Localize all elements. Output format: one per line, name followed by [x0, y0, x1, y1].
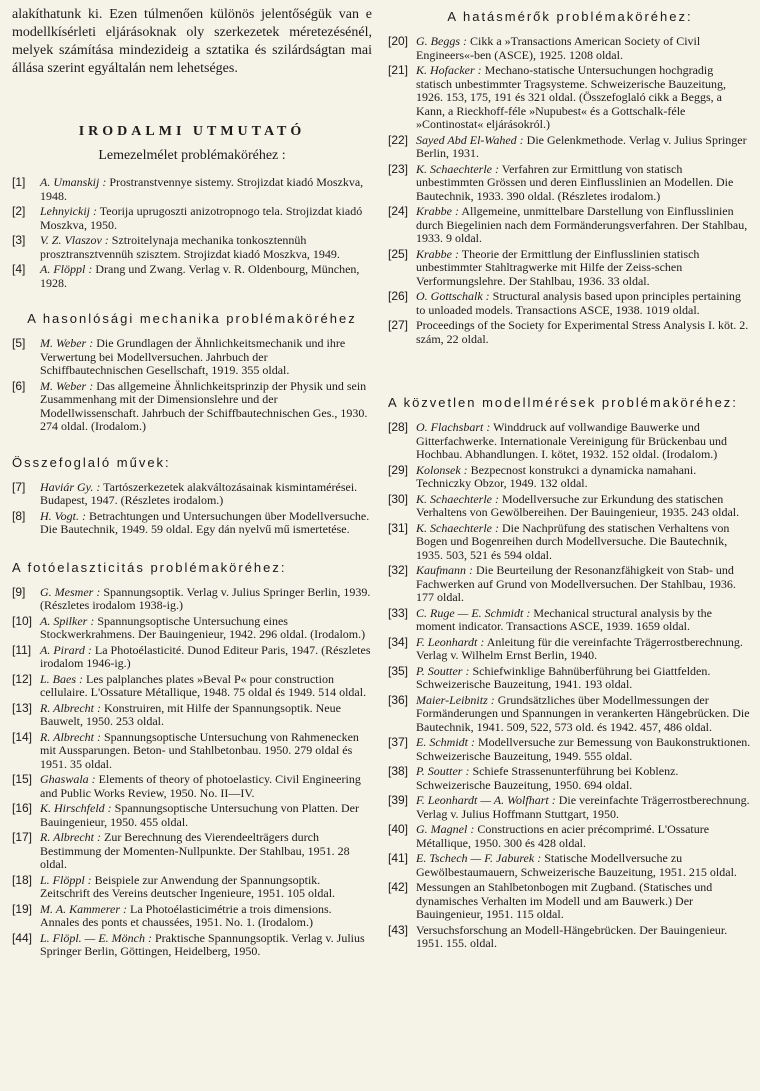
reference-author: A. Umanskij : — [40, 175, 107, 189]
reference-title: Elements of theory of photoelasticy. Civil Engineering and Public Works Review, 1950. No. II—IV. — [40, 772, 361, 800]
left-column — [12, 6, 372, 961]
reference-number: [9] — [12, 584, 26, 599]
reference-number: [6] — [12, 378, 26, 393]
reference-entry — [388, 163, 752, 204]
reference-entry — [12, 337, 372, 378]
reference-number: [24] — [388, 204, 409, 218]
ref-list-summary-works — [12, 481, 372, 537]
reference-entry — [12, 932, 372, 959]
reference-title: La Photoélasticimétrie a trois dimensions. Annales des ponts et chaussées, 1951. No. 1. (Irodalom.) — [40, 901, 332, 929]
reference-number: [11] — [12, 642, 32, 657]
reference-entry — [388, 823, 752, 850]
reference-entry — [388, 464, 752, 491]
section-heading-photoelasticity: A fotóelaszticitás problémaköréhez: — [12, 559, 287, 575]
reference-title: Praktische Spannungsoptik. Verlag v. Julius Springer Berlin, Göttingen, Heidelberg, 1950. — [40, 930, 365, 958]
reference-entry — [12, 831, 372, 872]
reference-entry — [388, 319, 752, 346]
reference-entry — [388, 607, 752, 634]
reference-entry — [12, 644, 372, 671]
reference-author: G. Beggs : — [416, 34, 467, 48]
reference-entry — [12, 586, 372, 613]
reference-author: L. Baes : — [40, 671, 83, 686]
reference-title: Spannungsoptische Untersuchung von Platten. Der Bauingenieur, 1950. 455 oldal. — [40, 801, 359, 829]
reference-author: G. Mesmer : — [40, 584, 101, 599]
reference-author: Kolonsek : — [416, 462, 468, 477]
reference-entry — [12, 263, 372, 290]
reference-author: Ghaswala : — [40, 772, 96, 786]
reference-author: Lehnyickij : — [40, 204, 97, 218]
reference-number: [1] — [12, 175, 26, 189]
reference-number: [19] — [12, 901, 33, 916]
reference-title: La Photoélasticité. Dunod Editeur Paris, 1947. (Részletes irodalom 1946-ig.) — [40, 642, 371, 670]
reference-title: Versuchsforschung an Modell-Hängebrücken. Der Bauingenieur. 1951. 155. oldal. — [416, 922, 728, 950]
reference-author: V. Z. Vlaszov : — [40, 233, 109, 247]
reference-title: Winddruck auf vollwandige Bauwerke und Gitterfachwerke. Internationale Vereinigung für Brückenbau und Hochbau. Abhandlungen. I. kötet, 1932. 152 oldal. (Irodalom.) — [416, 420, 727, 461]
reference-entry — [388, 493, 752, 520]
reference-number: [22] — [388, 132, 409, 147]
reference-title: Konstruiren, mit Hilfe der Spannungsoptik. Neue Bauwelt, 1950. 253 oldal. — [40, 700, 341, 728]
section-heading-influence-meters: A hatásmérők problémaköréhez: — [447, 9, 693, 24]
reference-entry — [388, 736, 752, 763]
reference-entry — [388, 134, 752, 161]
reference-number: [10] — [12, 613, 33, 628]
reference-number: [12] — [12, 671, 33, 686]
reference-title: Die Beurteilung der Resonanzfähigkeit von Stab- und Fachwerken auf Grund von Modellversuchen. Der Stahlbau, 1936. 177 oldal. — [416, 563, 736, 604]
reference-number: [2] — [12, 204, 26, 218]
reference-author: Krabbe : — [416, 246, 459, 261]
reference-number: [13] — [12, 700, 33, 715]
reference-entry — [388, 694, 752, 735]
reference-title: Beispiele zur Anwendung der Spannungsoptik. Zeitschrift des Vereins deutscher Ingenieure, 1951. 105 oldal. — [40, 872, 336, 900]
intro-text: alakíthatunk ki. Ezen túlmenően különös jelentőségük van e modellkísérleti eljárásoknak oly szerkezetek méretezésénél, melyek számítása mindezideig a sztatika és szilárdságtan mai állása szerint egyáltalán nem lehetséges. — [12, 7, 372, 76]
reference-author: L. Flöppl : — [40, 872, 92, 887]
reference-title: Die Grundlagen der Ähnlichkeitsmechanik und ihre Verwertung bei Modellversuchen. Jahrbuch der Schiffbautechnischen Gesellschaft, 1919. 355 oldal. — [40, 336, 346, 377]
reference-title: Tartószerkezetek alakváltozásainak kismintamérései. Budapest, 1947. (Részletes irodalom.) — [40, 479, 358, 507]
reference-number: [27] — [388, 318, 409, 332]
reference-title: Modellversuche zur Bemessung von Baukonstruktionen. Schweizerische Bauzeitung, 1949. 555 oldal. — [416, 735, 751, 763]
reference-author: G. Magnel : — [416, 822, 475, 836]
reference-title: Die Gelenkmethode. Verlag v. Julius Springer Berlin, 1931. — [416, 132, 747, 160]
section-heading-similarity: A hasonlósági mechanika problémaköréhez — [27, 311, 357, 326]
reference-title: Grundsätzliches über Modellmessungen der Formänderungen und Spannungen in verankerten Hängebrücken. Die Bautechnik, 1941. 509, 522, 573 old. és 1942. 457, 486 oldal. — [416, 692, 750, 734]
reference-entry — [12, 702, 372, 729]
reference-entry — [388, 924, 752, 951]
reference-number: [5] — [12, 336, 26, 350]
reference-number: [23] — [388, 161, 409, 176]
reference-title: Modellversuche zur Erkundung des statischen Verhaltens von Gewölbereihen. Der Bauingenieur, 1935. 243 oldal. — [416, 491, 740, 519]
ref-list-influence-meters — [388, 35, 752, 346]
reference-author: A. Flöppl : — [40, 262, 93, 276]
reference-author: E. Schmidt : — [416, 735, 475, 749]
reference-author: A. Spilker : — [40, 613, 95, 628]
reference-entry — [388, 248, 752, 289]
reference-author: C. Ruge — E. Schmidt : — [416, 605, 531, 620]
reference-entry — [388, 636, 752, 663]
reference-title: Die vereinfachte Trägerrostberechnung. Verlag v. Julius Hoffmann Stuttgart, 1950. — [416, 793, 750, 821]
reference-entry — [388, 205, 752, 246]
reference-title: Teorija uprugoszti anizotropnogo tela. Strojizdat kiadó Moszkva, 1950. — [40, 204, 363, 232]
reference-number: [42] — [388, 880, 409, 894]
reference-number: [26] — [388, 289, 409, 303]
reference-entry — [12, 673, 372, 700]
reference-number: [40] — [388, 822, 409, 836]
reference-title: Mechanical structural analysis by the moment indicator. Transactions ASCE, 1939. 1659 oldal. — [416, 605, 712, 633]
reference-author: E. Tschech — F. Jaburek : — [416, 851, 542, 865]
reference-entry — [12, 773, 372, 800]
reference-number: [31] — [388, 520, 409, 535]
reference-title: Constructions en acier précomprimé. L'Ossature Métallique, 1950. 300 és 428 oldal. — [416, 822, 710, 850]
reference-entry — [12, 481, 372, 508]
reference-title: Spannungsoptik. Verlag v. Julius Springer Berlin, 1939. (Részletes irodalom 1938-ig.) — [40, 584, 371, 612]
reference-number: [33] — [388, 605, 409, 620]
reference-entry — [388, 665, 752, 692]
reference-title: Proceedings of the Society for Experimental Stress Analysis I. köt. 2. szám, 22 oldal. — [416, 318, 749, 346]
reference-entry — [12, 615, 372, 642]
reference-author: F. Leonhardt — A. Wolfhart : — [416, 793, 556, 807]
reference-number: [43] — [388, 922, 409, 937]
reference-entry — [388, 290, 752, 317]
reference-entry — [12, 510, 372, 537]
reference-title: Allgemeine, unmittelbare Darstellung von Einflusslinien durch Biegelinien nach dem Formänderungsverfahren. Der Stahlbau, 1933. 9 oldal. — [416, 204, 748, 245]
reference-title: Statische Modellversuche zu Gewölbestaumauern, Schweizerische Bauzeitung, 1951. 215 oldal. — [416, 851, 737, 879]
reference-entry — [388, 522, 752, 563]
reference-title: Die Nachprüfung des statischen Verhaltens von Bogen und Bogenreihen durch Modellversuche. Die Bautechnik, 1935. 503, 521 és 594 oldal. — [416, 520, 730, 562]
reference-title: Sztroitelynaja mechanika tonkosztennüh prosztransztvennüh szisztem. Strojizdat kiadó Moszkva, 1949. — [40, 233, 340, 261]
reference-author: R. Albrecht : — [40, 700, 101, 715]
reference-number: [41] — [388, 851, 409, 865]
reference-author: F. Leonhardt : — [416, 634, 485, 649]
reference-author: M. Weber : — [40, 336, 94, 350]
reference-number: [34] — [388, 634, 409, 649]
reference-entry — [12, 380, 372, 434]
reference-author: O. Gottschalk : — [416, 289, 490, 303]
reference-author: K. Hirschfeld : — [40, 801, 112, 815]
ref-list-plate-theory — [12, 176, 372, 290]
reference-entry — [388, 64, 752, 132]
reference-number: [29] — [388, 462, 409, 477]
reference-entry — [388, 765, 752, 792]
ref-list-direct-model-measurements — [388, 421, 752, 951]
reference-author: Maier-Leibnitz : — [416, 692, 495, 707]
reference-number: [30] — [388, 491, 409, 506]
reference-entry — [388, 794, 752, 821]
reference-title: Messungen an Stahlbetonbogen mit Zugband. (Statisches und dynamisches Verhalten im Modell und am Bauwerk.) Der Bauingenieur, 1951. 115 oldal. — [416, 880, 713, 921]
reference-title: Drang und Zwang. Verlag v. R. Oldenbourg, München, 1928. — [40, 262, 360, 290]
reference-number: [16] — [12, 801, 33, 815]
reference-entry — [12, 234, 372, 261]
section-heading-direct-model-measurements: A közvetlen modellmérések problémaköréhez: — [388, 395, 738, 410]
reference-number: [14] — [12, 729, 33, 744]
reference-entry — [12, 176, 372, 203]
reference-author: P. Soutter : — [416, 663, 470, 678]
reference-author: M. A. Kammerer : — [40, 901, 127, 916]
reference-entry — [388, 421, 752, 462]
section-heading-plate-theory: Lemezelmélet problémaköréhez : — [98, 148, 286, 163]
reference-author: H. Vogt. : — [40, 508, 86, 523]
reference-author: R. Albrecht : — [40, 830, 101, 844]
reference-entry — [12, 874, 372, 901]
reference-number: [7] — [12, 479, 26, 494]
reference-title: Bezpecnost konstrukci a dynamicka namahani. Techniczky Obzor, 1949. 132 oldal. — [416, 462, 697, 490]
reference-number: [25] — [388, 246, 409, 261]
reference-title: Les palplanches plates »Beval P« pour construction cellulaire. L'Ossature Métallique, 1948. 75 oldal és 1949. 514 oldal. — [40, 671, 367, 699]
reference-entry — [12, 731, 372, 772]
reference-entry — [388, 35, 752, 62]
reference-title: Schiefwinklige Bahnüberführung bei Giattfelden. Schweizerische Bauzeitung, 1941. 193 oldal. — [416, 663, 711, 691]
reference-title: Spannungsoptische Untersuchung von Rahmenecken mit Aussparungen. Beton- und Stahlbetonbau. 1950. 279 oldal és 1951. 35 oldal. — [40, 729, 359, 771]
reference-entry — [12, 903, 372, 930]
reference-number: [18] — [12, 872, 33, 887]
reference-number: [4] — [12, 262, 26, 276]
reference-number: [21] — [388, 63, 409, 77]
reference-author: K. Hofacker : — [416, 63, 482, 77]
reference-entry — [388, 881, 752, 922]
reference-number: [28] — [388, 420, 409, 434]
reference-author: Krabbe : — [416, 204, 459, 218]
reference-author: A. Pirard : — [40, 642, 92, 657]
reference-title: Mechano-statische Untersuchungen hochgradig statisch unbestimmter Tragsysteme. Schweizerische Bauzeitung, 1926. 153, 175, 191 és 321 oldal. (Összefoglaló cikk a Beggs, a Kann, a Rieckhoff-féle »Nupubest« és a Gottschalk-féle »Continostat« eljárásokról.) — [416, 63, 726, 131]
reference-number: [8] — [12, 508, 26, 523]
reference-number: [32] — [388, 563, 409, 577]
reference-number: [20] — [388, 34, 409, 48]
reference-title: Verfahren zur Ermittlung von statisch unbestimmten Grössen und deren Einflusslinien an Modellen. Die Bautechnik, 1933. 390 oldal. (Részletes irodalom.) — [416, 161, 734, 203]
reference-number: [3] — [12, 233, 26, 247]
reference-title: Cikk a »Transactions American Society of Civil Engineers«-ben (ASCE), 1925. 1208 oldal. — [416, 34, 701, 62]
right-column — [388, 6, 752, 953]
bibliography-title: IRODALMI UTMUTATÓ — [78, 124, 306, 139]
reference-title: Theorie der Ermittlung der Einflusslinien statisch unbestimmter Stahltragwerke mit Hilfe der Zeiss-schen Verformungslehre. Der Stahlbau, 1936. 33 oldal. — [416, 246, 700, 288]
reference-author: K. Schaechterle : — [416, 520, 499, 535]
reference-entry — [12, 205, 372, 232]
reference-author: Sayed Abd El-Wahed : — [416, 132, 524, 147]
reference-title: Anleitung für die vereinfachte Trägerrostberechnung. Verlag v. Wilhelm Ernst Berlin, 1940. — [416, 634, 743, 662]
reference-author: P. Soutter : — [416, 764, 470, 778]
reference-title: Structural analysis based upon principles pertaining to unloaded models. Transactions ASCE, 1938. 1019 oldal. — [416, 289, 741, 317]
reference-author: Kaufmann : — [416, 563, 473, 577]
reference-title: Prostranstvennye sistemy. Strojizdat kiadó Moszkva, 1948. — [40, 175, 364, 203]
reference-author: M. Weber : — [40, 378, 94, 393]
reference-author: R. Albrecht : — [40, 729, 101, 744]
reference-author: K. Schaechterle : — [416, 491, 499, 506]
reference-title: Das allgemeine Ähnlichkeitsprinzip der Physik und sein Zusammenhang mit der Dimensionslehre und der Modellwissenschaft. Jahrbuch der Schiffbautechnischen Ges., 1930. 274 oldal. (Irodalom.) — [40, 378, 368, 433]
reference-number: [35] — [388, 663, 409, 678]
reference-title: Betrachtungen und Untersuchungen über Modellversuche. Die Bautechnik, 1949. 59 oldal. Egy dán nyelvű mű ismertetése. — [40, 508, 370, 536]
reference-author: L. Flöpl. — E. Mönch : — [40, 930, 152, 945]
reference-author: O. Flachsbart : — [416, 420, 491, 434]
reference-title: Zur Berechnung des Vierendeelträgers durch Bestimmung der Momenten-Nullpunkte. Der Stahlbau, 1951. 28 oldal. — [40, 830, 350, 871]
reference-entry — [12, 802, 372, 829]
reference-number: [15] — [12, 772, 33, 786]
reference-author: Haviár Gy. : — [40, 479, 101, 494]
reference-title: Schiefe Strassenunterführung bei Koblenz. Schweizerische Bauzeitung, 1950. 694 oldal. — [416, 764, 679, 792]
reference-number: [44] — [12, 930, 33, 945]
ref-list-similarity — [12, 337, 372, 434]
section-heading-summary-works: Összefoglaló művek: — [12, 454, 171, 470]
reference-number: [37] — [388, 735, 409, 749]
reference-entry — [388, 852, 752, 879]
ref-list-photoelasticity — [12, 586, 372, 959]
reference-number: [36] — [388, 692, 409, 707]
reference-number: [39] — [388, 793, 409, 807]
reference-entry — [388, 564, 752, 605]
reference-number: [38] — [388, 764, 409, 778]
intro-paragraph — [12, 6, 372, 78]
reference-title: Spannungsoptische Untersuchung eines Stockwerkrahmens. Der Bauingenieur, 1942. 296 oldal. (Irodalom.) — [40, 613, 366, 641]
reference-author: K. Schaechterle : — [416, 161, 499, 176]
reference-number: [17] — [12, 830, 33, 844]
